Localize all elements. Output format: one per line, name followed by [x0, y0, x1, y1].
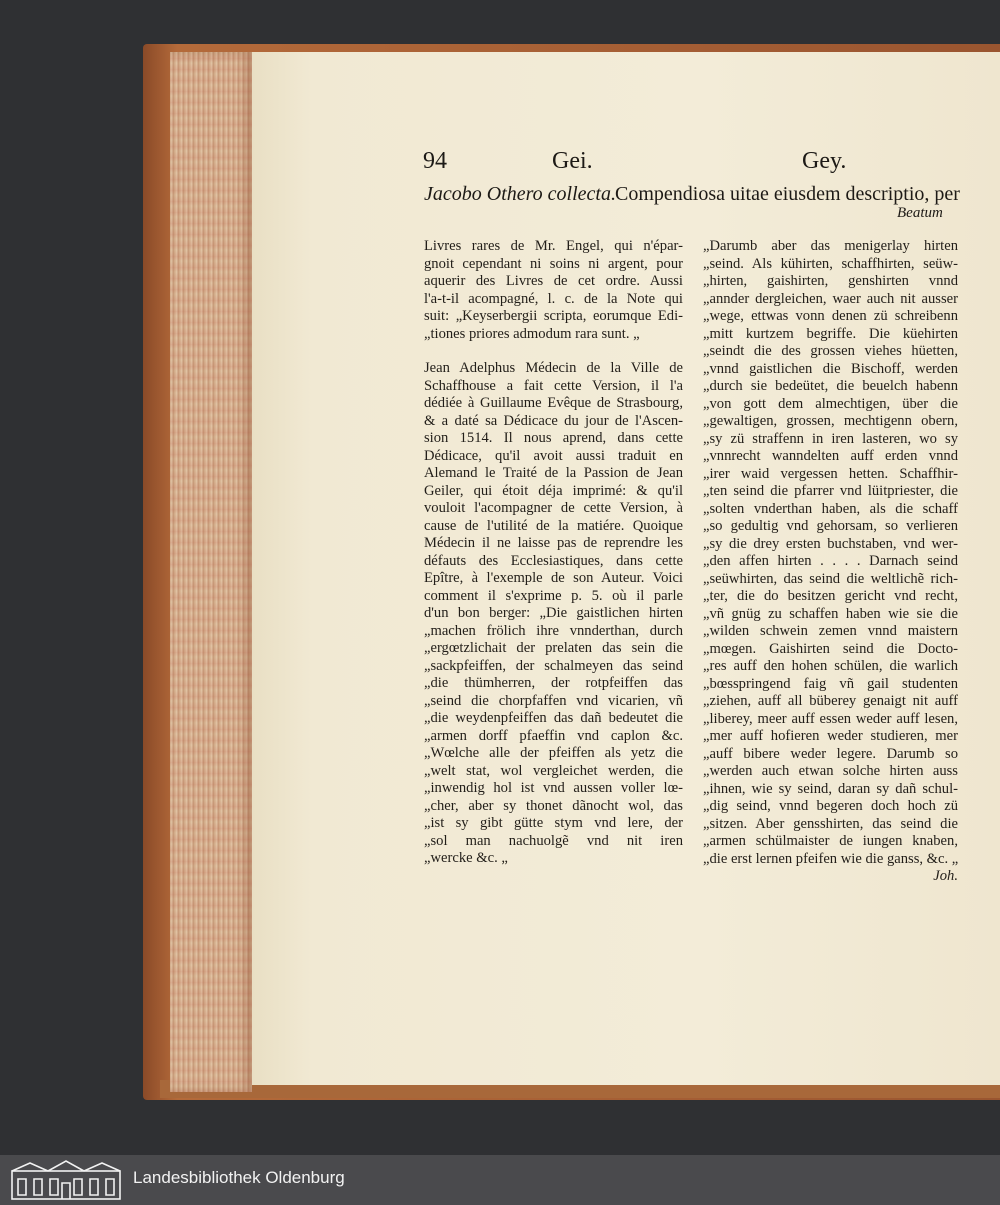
text-line: Dédicace, qu'il avoit aussi traduit en — [424, 447, 683, 464]
text-line: & a daté sa Dédicace du jour de l'Ascen- — [424, 412, 683, 429]
left-column — [424, 238, 683, 868]
text-line: „res auff den hohen schülen, die warlich — [703, 658, 958, 674]
text-line: „sol man nachuolgẽ vnd nit iren — [424, 832, 683, 849]
text-line: „sitzen. Aber gensshirten, das seind die — [703, 815, 958, 832]
text-line: „durch sie bedeütet, die beuelch habenn — [703, 378, 958, 394]
footer-bar — [0, 1155, 1000, 1205]
text-line: aquerir des Livres de cet ordre. Aussi — [424, 273, 683, 289]
text-line: „dig seind, vnnd begeren doch hoch zü — [703, 798, 958, 814]
text-line: „Wœlche alle der pfeiffen als yetz die — [424, 745, 683, 761]
text-line: „mer auff hofieren weder studieren, mer — [703, 728, 958, 744]
text-line: „ter, die do besitzen gericht vnd recht, — [703, 588, 958, 604]
text-line: „sy zü straffenn in iren lasteren, wo sy — [703, 430, 958, 447]
text-line: „ihnen, wie sy seind, daran sy dañ schul- — [703, 780, 958, 797]
text-line: „irer waid vergessen hetten. Schaffhir- — [703, 465, 958, 482]
text-line: „seindt die des grossen viehes hüetten, — [703, 343, 958, 359]
text-line: „werden auch etwan solche hirten auss — [703, 763, 958, 779]
text-line: „seind die chorpfaffen vnd vicarien, vñ — [424, 692, 683, 709]
running-head-right: Gey. — [802, 148, 847, 174]
text-line: „sackpfeiffen, der schalmeyen das seind — [424, 657, 683, 674]
text-line: „von gott dem almechtigen, über die — [703, 395, 958, 412]
subhead-right: Compendiosa uitae eiusdem descriptio, per — [615, 183, 960, 205]
text-line: sion 1514. Il nous aprend, dans cette — [424, 430, 683, 446]
text-line: Livres rares de Mr. Engel, qui n'épar- — [424, 238, 683, 254]
text-line: „Darumb aber das menigerlay hirten — [703, 238, 958, 254]
text-line: „seüwhirten, das seind die weltlichẽ rich- — [703, 570, 958, 587]
subhead-left: Jacobo Othero collecta. — [424, 183, 616, 205]
text-line: „cher, aber sy thonet dãnocht wol, das — [424, 797, 683, 814]
text-line: „die thümherren, der rotpfeiffen das — [424, 675, 683, 691]
text-line: Schaffhouse a fait cette Version, il l'a — [424, 377, 683, 394]
text-line: d'un bon berger: „Die gaistlichen hirten — [424, 605, 683, 621]
page-edges — [170, 52, 252, 1092]
text-line: défauts des Ecclesiastiques, dans cette — [424, 552, 683, 569]
text-line: „gewaltigen, grossen, mechtigenn obern, — [703, 413, 958, 429]
text-line: „ziehen, auff all büberey genaigt nit auff — [703, 693, 958, 709]
library-building-icon — [10, 1159, 122, 1201]
text-line: „armen dorff pfaeffin vnd caplon &c. — [424, 727, 683, 744]
text-line: „tiones priores admodum rara sunt. „ — [424, 325, 640, 342]
text-line: „ist sy gibt gütte stym vnd lere, der — [424, 815, 683, 831]
text-line: gnoit cependant ni soins ni argent, pour — [424, 255, 683, 272]
text-line: „liberey, meer auff essen weder auff lesen, — [703, 710, 958, 727]
text-line: „auff bibere weder legere. Darumb so — [703, 745, 958, 762]
text-line: „solten vnderthan haben, als die schaff — [703, 500, 958, 517]
text-line: „vñ gnüg zu schaffen haben wie sie die — [703, 605, 958, 622]
catchword-top: Beatum — [897, 205, 943, 221]
text-line: „annder dergleichen, waer auch nit ausser — [703, 290, 958, 307]
text-line: Jean Adelphus Médecin de la Ville de — [424, 360, 683, 376]
text-line: „bœsspringend faig vñ gail studenten — [703, 675, 958, 692]
text-line: „ten seind die pfarrer vnd lüitpriester, die — [703, 483, 958, 499]
text-line: „die erst lernen pfeifen wie die ganss, &c. „ — [703, 850, 959, 867]
library-name: Landesbibliothek Oldenburg — [133, 1168, 345, 1187]
text-line: dédiée à Guillaume Evêque de Strasbourg, — [424, 395, 683, 411]
text-line: „den affen hirten . . . . Darnach seind — [703, 553, 958, 569]
text-line: „mœgen. Gaishirten seind die Docto- — [703, 640, 958, 657]
text-line: „machen frölich ihre vnnderthan, durch — [424, 622, 683, 639]
text-line: „vnnd gaistlichen die Bischoff, werden — [703, 360, 958, 377]
text-line: „seind. Als kühirten, schaffhirten, seüw- — [703, 255, 958, 272]
text-line: „wege, ettwas vonn denen zü schreibenn — [703, 308, 958, 324]
text-line: „hirten, gaishirten, genshirten vnnd — [703, 273, 958, 289]
text-line: „die weydenpfeiffen das dañ bedeutet die — [424, 710, 683, 726]
text-line: Epître, à l'exemple de son Auteur. Voici — [424, 570, 683, 586]
text-line: „inwendig hol ist vnd aussen voller lœ- — [424, 780, 683, 796]
text-line: suit: „Keyserbergii scripta, eorumque Edi- — [424, 308, 683, 324]
text-line: „armen schülmaister de iungen knaben, — [703, 833, 958, 849]
text-line: Alemand le Traité de la Passion de Jean — [424, 465, 683, 481]
running-head-left: Gei. — [552, 148, 593, 174]
paragraph-gap — [424, 343, 683, 360]
text-line: vouloit l'acompagner de cette Version, à — [424, 500, 683, 516]
text-line: „wercke &c. „ — [424, 850, 508, 866]
text-line: comment il s'exprime p. 5. où il parle — [424, 587, 683, 604]
text-line: „mitt kurtzem begriffe. Die küehirten — [703, 325, 958, 342]
text-line: cause de l'utilité de la matiére. Quoique — [424, 517, 683, 534]
right-column — [703, 238, 958, 886]
text-line: „vnnrecht wanndelten auff erden vnnd — [703, 448, 958, 464]
text-line: „sy die drey ersten buchstaben, vnd wer- — [703, 535, 958, 552]
text-line: „ergœtzlichait der prelaten das sein die — [424, 640, 683, 656]
text-line: „wilden schwein zemen vnnd maistern — [703, 623, 958, 639]
text-line: „so gedultig vnd gehorsam, so verlieren — [703, 518, 958, 534]
text-line: Geiler, qui étoit déja imprimé: & qu'il — [424, 482, 683, 499]
text-line: „welt stat, wol vergleichet werden, die — [424, 762, 683, 779]
text-line: l'a-t-il acompagné, l. c. de la Note qui — [424, 290, 683, 307]
catchword-bottom: Joh. — [933, 868, 958, 884]
page-number: 94 — [423, 148, 447, 174]
text-line: Médecin il ne laisse pas de reprendre les — [424, 535, 683, 551]
